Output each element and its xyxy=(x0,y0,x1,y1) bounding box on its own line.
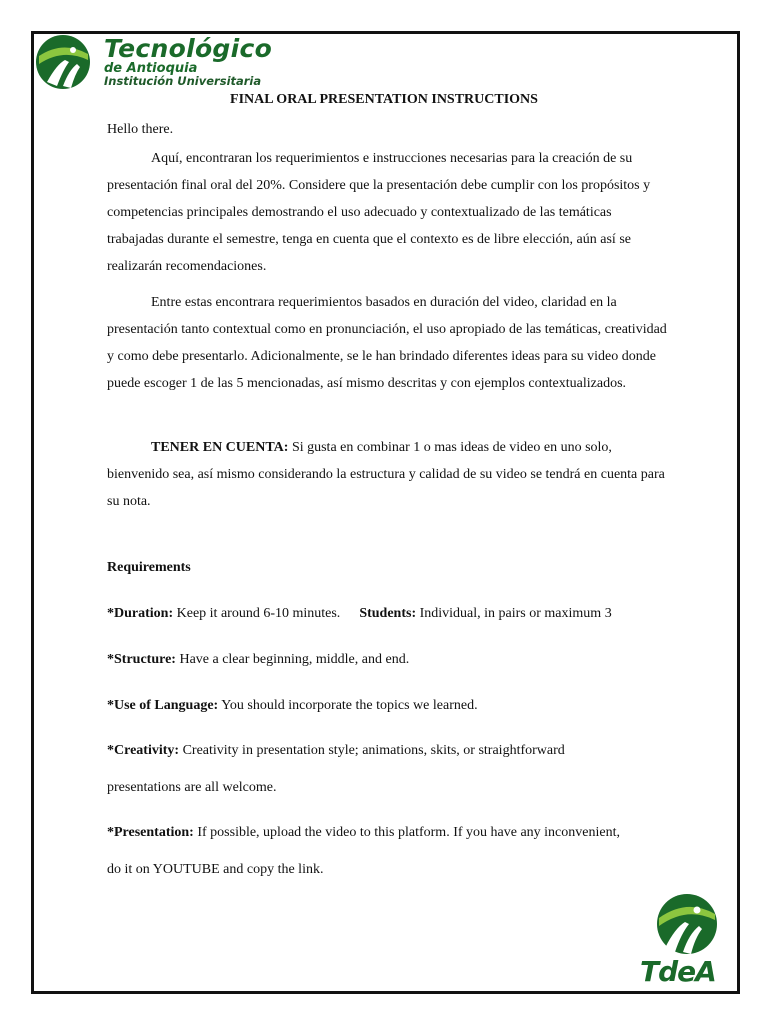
creativity-text: Creativity in presentation style; animations, skits, or straightforward xyxy=(179,743,565,758)
note-label: TENER EN CUENTA: xyxy=(151,440,289,455)
requirements-heading: Requirements xyxy=(107,560,191,575)
institution-logo-text xyxy=(104,36,272,88)
requirement-creativity-cont: presentations are all welcome. xyxy=(107,780,277,795)
structure-label: *Structure: xyxy=(107,652,176,667)
requirement-duration xyxy=(107,606,612,622)
greeting: Hello there. xyxy=(107,122,174,137)
paragraph-requirements-overview: Entre estas encontrara requerimientos basados en duración del video, claridad en la presentación tanto contextual como en pronunciación, el uso apropiado de las temáticas, creatividad y como debe presentarlo. Adicionalmente, se le han brindado diferentes ideas para su video donde puede escoger 1 de las 5 mencionadas, así mismo descritas y con ejemplos contextualizados. xyxy=(107,295,667,391)
language-text: You should incorporate the topics we learned. xyxy=(218,698,478,713)
logo-subtitle: de Antioquia xyxy=(104,61,198,76)
presentation-label: *Presentation: xyxy=(107,825,194,840)
duration-text: Keep it around 6-10 minutes. xyxy=(173,606,341,621)
requirement-presentation-cont: do it on YOUTUBE and copy the link. xyxy=(107,862,324,877)
language-label: *Use of Language: xyxy=(107,698,219,713)
requirement-creativity xyxy=(107,743,565,759)
duration-label: *Duration: xyxy=(107,606,174,621)
logo-title: Tecnológico xyxy=(104,34,273,63)
requirement-structure xyxy=(107,652,409,668)
paragraph-intro: Aquí, encontraran los requerimientos e instrucciones necesarias para la creación de su presentación final oral del 20%. Considere que la presentación debe cumplir con los propósitos y competencias principales demostrando el uso adecuado y contextualizado de las temáticas trabajadas durante el semestre, tenga en cuenta que el contexto es de libre elección, aún así se realizarán recomendaciones. xyxy=(107,151,651,274)
document-title: FINAL ORAL PRESENTATION INSTRUCTIONS xyxy=(230,92,538,107)
logo-tagline: Institución Universitaria xyxy=(104,74,262,88)
students-label: Students: xyxy=(359,606,417,621)
requirement-language xyxy=(107,698,478,714)
tdea-logo-text: TdeA xyxy=(640,955,716,988)
note-text: Si gusta en combinar 1 o mas ideas de video en uno solo, bienvenido sea, así mismo considerando la estructura y calidad de su video se tendrá en cuenta para su nota. xyxy=(107,440,665,509)
students-text: Individual, in pairs or maximum 3 xyxy=(416,606,612,621)
presentation-text: If possible, upload the video to this platform. If you have any inconvenient, xyxy=(193,825,620,840)
requirement-presentation xyxy=(107,825,620,841)
creativity-label: *Creativity: xyxy=(107,743,180,758)
structure-text: Have a clear beginning, middle, and end. xyxy=(175,652,410,667)
paragraph-note xyxy=(107,434,667,515)
